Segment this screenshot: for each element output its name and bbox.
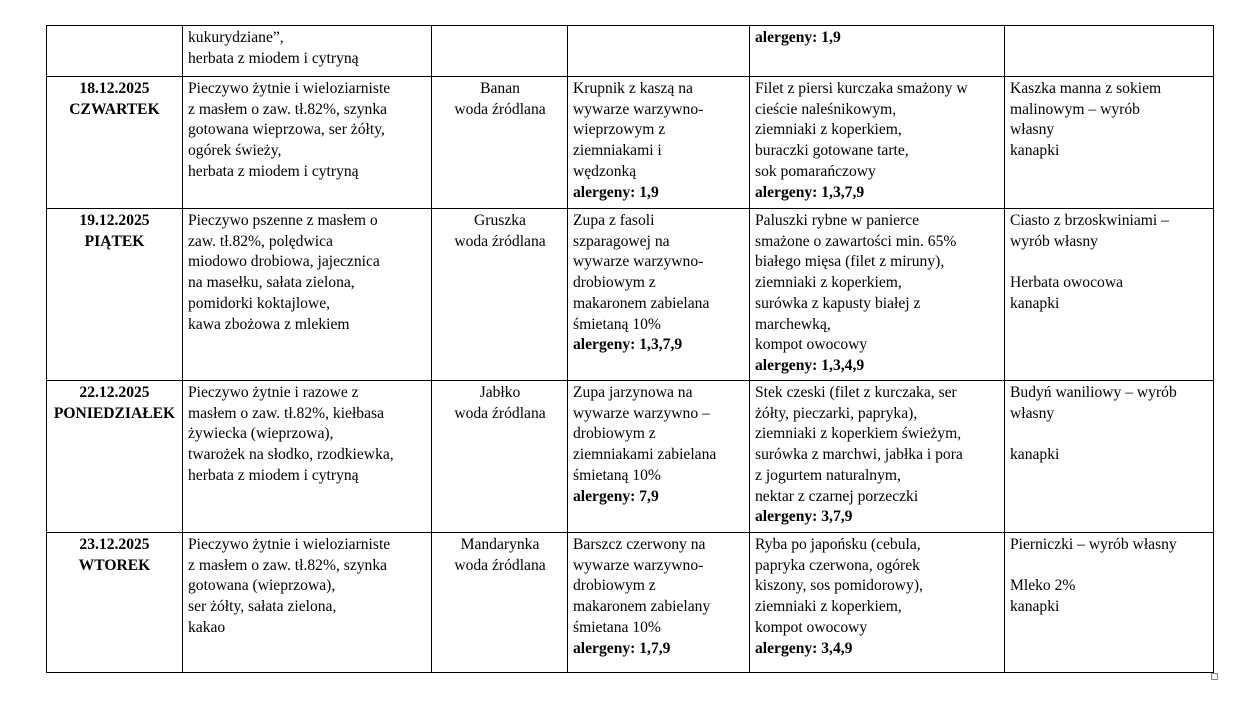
text-line: śmietaną 10%: [573, 315, 661, 333]
text-line: Barszcz czerwony na: [573, 536, 706, 553]
menu-table-body: [47, 26, 1214, 673]
allergens-line: alergeny: 1,9: [755, 29, 841, 46]
text-line: z jogurtem naturalnym,: [755, 466, 901, 484]
text-line: drobiowym z: [573, 425, 656, 443]
text-line: kanapki: [1010, 142, 1060, 160]
text-line: kawa zbożowa z mlekiem: [188, 315, 350, 333]
allergens-line: alergeny: 1,3,4,9: [755, 356, 865, 374]
text-line: Pieczywo pszenne z masłem o: [188, 212, 378, 229]
allergens-line: alergeny: 3,4,9: [755, 639, 853, 657]
allergens-line: alergeny: 1,9: [573, 183, 659, 201]
allergens-line: alergeny: 7,9: [573, 487, 659, 505]
text-line: Paluszki rybne w panierce: [755, 212, 920, 229]
text-line: 23.12.2025: [79, 536, 150, 553]
text-line: kompot owocowy: [755, 336, 868, 354]
text-line: [1010, 556, 1209, 577]
main-cell: [750, 77, 1005, 209]
text-line: pomidorki koktajlowe,: [188, 294, 331, 312]
text-line: ogórek świeży,: [188, 142, 282, 160]
menu-table: [46, 25, 1214, 673]
day-cell: [47, 381, 183, 533]
text-line: Krupnik z kaszą na: [573, 80, 693, 97]
text-line: PIĄTEK: [84, 232, 145, 250]
text-line: smażone o zawartości min. 65%: [755, 232, 957, 250]
main-cell: [750, 533, 1005, 673]
text-line: wieprzowym z: [573, 121, 666, 139]
main-cell: [750, 381, 1005, 533]
text-line: śmietaną 10%: [573, 466, 661, 484]
text-line: marchewką,: [755, 315, 831, 333]
text-line: Gruszka: [474, 212, 526, 229]
text-line: buraczki gotowane tarte,: [755, 142, 909, 160]
snack-cell: [1005, 381, 1214, 533]
text-line: herbata z miodem i cytryną: [188, 466, 359, 484]
menu-row: [47, 381, 1214, 533]
text-line: Ciasto z brzoskwiniami –: [1010, 212, 1169, 229]
text-line: 19.12.2025: [79, 212, 150, 229]
text-line: Pieczywo żytnie i wieloziarniste: [188, 80, 391, 97]
text-line: żywiecka (wieprzowa),: [188, 425, 334, 443]
breakfast-cell: [183, 381, 432, 533]
fruit-cell: [432, 381, 568, 533]
text-line: cieście naleśnikowym,: [755, 100, 897, 118]
fruit-cell: [432, 26, 568, 77]
allergens-line: alergeny: 3,7,9: [755, 508, 853, 526]
menu-row: [47, 533, 1214, 673]
text-line: masłem o zaw. tł.82%, kiełbasa: [188, 404, 385, 422]
text-line: Herbata owocowa: [1010, 274, 1124, 292]
text-line: kanapki: [1010, 598, 1060, 616]
text-line: białego mięsa (filet z miruny),: [755, 253, 945, 271]
text-line: herbata z miodem i cytryną: [188, 162, 359, 180]
text-line: woda źródlana: [454, 232, 546, 250]
text-line: śmietana 10%: [573, 618, 661, 636]
text-line: Jabłko: [479, 384, 521, 401]
day-cell: [47, 77, 183, 209]
text-line: Pieczywo żytnie i wieloziarniste: [188, 536, 391, 553]
text-line: Stek czeski (filet z kurczaka, ser: [755, 384, 957, 401]
text-line: wyrób własny: [1010, 232, 1098, 250]
text-line: wywarze warzywno –: [573, 404, 710, 422]
text-line: 18.12.2025: [79, 80, 150, 97]
text-line: ser żółty, sałata zielona,: [188, 598, 337, 616]
text-line: kiszony, sos pomidorowy),: [755, 577, 923, 595]
text-line: WTOREK: [78, 556, 151, 574]
snack-cell: [1005, 26, 1214, 77]
text-line: ziemniaki z koperkiem,: [755, 121, 902, 139]
text-line: gotowana wieprzowa, ser żółty,: [188, 121, 385, 139]
snack-cell: [1005, 209, 1214, 381]
text-line: wywarze warzywno-: [573, 556, 704, 574]
text-line: miodowo drobiowa, jajecznica: [188, 253, 380, 271]
text-line: żółty, pieczarki, papryka),: [755, 404, 918, 422]
day-cell: [47, 533, 183, 673]
text-line: zaw. tł.82%, polędwica: [188, 232, 333, 250]
text-line: kanapki: [1010, 446, 1060, 464]
text-line: Zupa jarzynowa na: [573, 384, 693, 401]
text-line: wywarze warzywno-: [573, 100, 704, 118]
text-line: kakao: [188, 618, 226, 636]
soup-cell: [568, 26, 750, 77]
allergens-line: alergeny: 1,3,7,9: [755, 183, 865, 201]
breakfast-cell: [183, 533, 432, 673]
text-line: woda źródlana: [454, 556, 546, 574]
menu-row: [47, 209, 1214, 381]
text-line: ziemniakami i: [573, 142, 662, 160]
allergens-line: alergeny: 1,7,9: [573, 639, 671, 657]
day-cell: [47, 26, 183, 77]
text-line: 22.12.2025: [79, 384, 150, 401]
text-line: makaronem zabielany: [573, 598, 711, 616]
text-line: wędzonką: [573, 162, 637, 180]
text-line: z masłem o zaw. tł.82%, szynka: [188, 556, 388, 574]
text-line: Banan: [480, 80, 520, 97]
text-line: drobiowym z: [573, 274, 656, 292]
text-line: ziemniaki z koperkiem,: [755, 274, 902, 292]
text-line: malinowym – wyrób: [1010, 100, 1140, 118]
menu-row: [47, 77, 1214, 209]
menu-row: [47, 26, 1214, 77]
text-line: PONIEDZIAŁEK: [53, 404, 176, 422]
day-cell: [47, 209, 183, 381]
fruit-cell: [432, 209, 568, 381]
text-line: Filet z piersi kurczaka smażony w: [755, 80, 968, 97]
text-line: [1010, 252, 1209, 273]
text-line: woda źródlana: [454, 404, 546, 422]
text-line: sok pomarańczowy: [755, 162, 876, 180]
snack-cell: [1005, 77, 1214, 209]
breakfast-cell: [183, 77, 432, 209]
fruit-cell: [432, 533, 568, 673]
text-line: wywarze warzywno-: [573, 253, 704, 271]
text-line: kompot owocowy: [755, 618, 868, 636]
text-line: Zupa z fasoli: [573, 212, 655, 229]
text-line: twarożek na słodko, rzodkiewka,: [188, 446, 394, 464]
text-line: drobiowym z: [573, 577, 656, 595]
text-line: własny: [1010, 121, 1055, 139]
soup-cell: [568, 533, 750, 673]
text-line: Mleko 2%: [1010, 577, 1076, 595]
text-line: na masełku, sałata zielona,: [188, 274, 355, 292]
text-line: makaronem zabielana: [573, 294, 710, 312]
allergens-line: alergeny: 1,3,7,9: [573, 336, 683, 354]
text-line: Ryba po japońsku (cebula,: [755, 536, 921, 553]
text-line: z masłem o zaw. tł.82%, szynka: [188, 100, 388, 118]
text-line: surówka z marchwi, jabłka i pora: [755, 446, 963, 464]
breakfast-cell: [183, 209, 432, 381]
text-line: woda źródlana: [454, 100, 546, 118]
breakfast-cell: [183, 26, 432, 77]
text-line: papryka czerwona, ogórek: [755, 556, 920, 574]
table-resize-handle[interactable]: [1211, 673, 1218, 680]
text-line: [1010, 424, 1209, 445]
text-line: Pierniczki – wyrób własny: [1010, 536, 1177, 553]
text-line: nektar z czarnej porzeczki: [755, 487, 919, 505]
text-line: ziemniaki z koperkiem świeżym,: [755, 425, 962, 443]
text-line: własny: [1010, 404, 1055, 422]
soup-cell: [568, 77, 750, 209]
text-line: szparagowej na: [573, 232, 670, 250]
soup-cell: [568, 209, 750, 381]
main-cell: [750, 209, 1005, 381]
text-line: CZWARTEK: [69, 100, 160, 118]
snack-cell: [1005, 533, 1214, 673]
text-line: herbata z miodem i cytryną: [188, 49, 359, 67]
text-line: Mandarynka: [460, 536, 540, 553]
soup-cell: [568, 381, 750, 533]
main-cell: [750, 26, 1005, 77]
text-line: kanapki: [1010, 294, 1060, 312]
text-line: Budyń waniliowy – wyrób: [1010, 384, 1177, 401]
text-line: ziemniakami zabielana: [573, 446, 717, 464]
text-line: ziemniaki z koperkiem,: [755, 598, 902, 616]
text-line: gotowana (wieprzowa),: [188, 577, 336, 595]
text-line: kukurydziane”,: [188, 29, 284, 46]
fruit-cell: [432, 77, 568, 209]
text-line: Kaszka manna z sokiem: [1010, 80, 1162, 97]
text-line: surówka z kapusty białej z: [755, 294, 921, 312]
text-line: Pieczywo żytnie i razowe z: [188, 384, 359, 401]
